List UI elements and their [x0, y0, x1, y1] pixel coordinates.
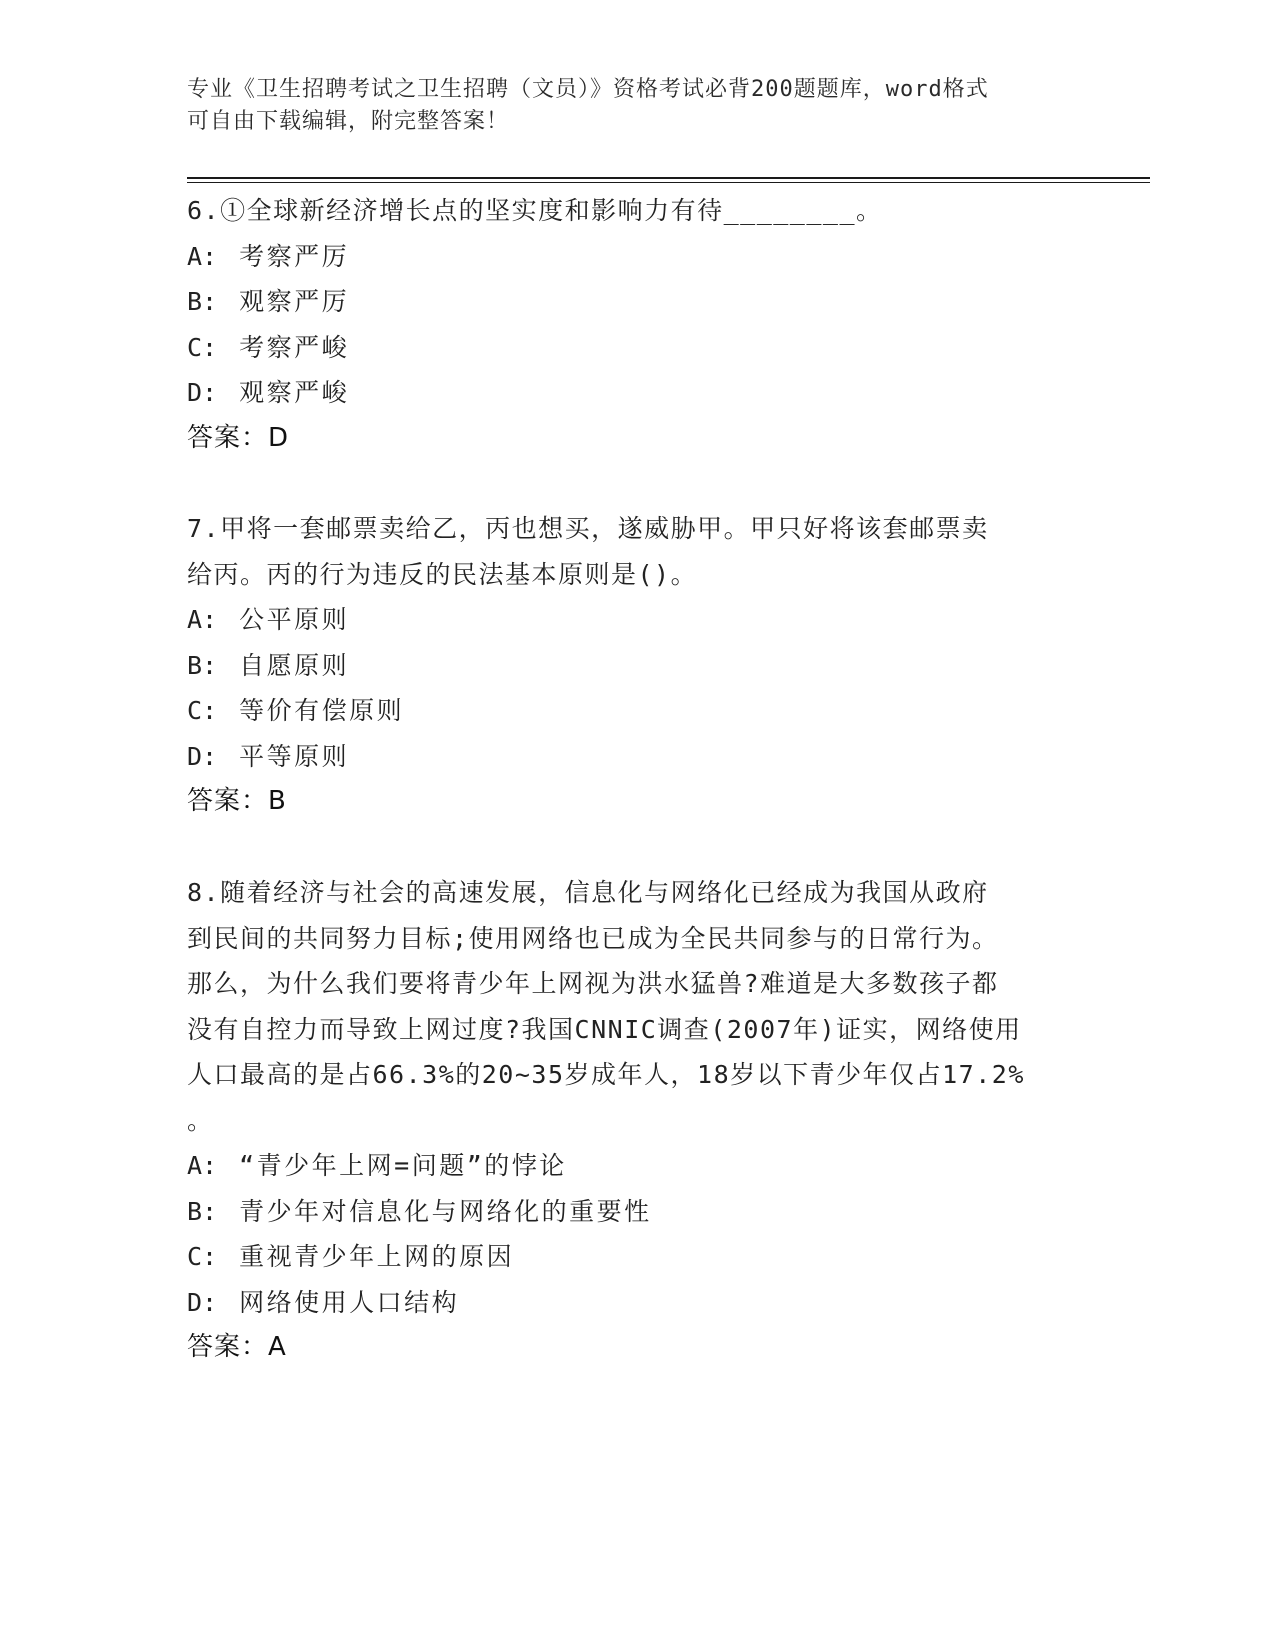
option-letter: B: [187, 650, 218, 680]
question-stem [187, 188, 1087, 234]
option-text: 公平原则 [239, 605, 350, 634]
stem-line: 到民间的共同努力目标;使用网络也已成为全民共同参与的日常行为。 [187, 923, 999, 953]
option-letter: C: [187, 332, 218, 362]
option-text: 自愿原则 [239, 650, 350, 680]
option-text: 考察严峻 [239, 332, 350, 362]
question-7 [187, 506, 1087, 825]
option-letter: C: [187, 696, 218, 725]
stem-line: 6.①全球新经济增长点的坚实度和影响力有待________。 [187, 196, 883, 225]
option-text: 观察严峻 [239, 378, 350, 407]
option-text: 等价有偿原则 [239, 696, 405, 725]
option-b [187, 1189, 1087, 1235]
question-6 [187, 188, 1087, 461]
option-text: 观察严厉 [239, 287, 350, 316]
option-d [187, 734, 1087, 780]
option-c [187, 688, 1087, 734]
header-divider-thin [187, 182, 1150, 183]
option-d [187, 370, 1087, 416]
option-letter: C: [187, 1242, 218, 1271]
document-header [187, 74, 1067, 138]
option-letter: B: [187, 1196, 218, 1226]
option-b [187, 279, 1087, 325]
option-text: 青少年对信息化与网络化的重要性 [239, 1196, 652, 1226]
option-text: 重视青少年上网的原因 [239, 1242, 515, 1271]
answer-line: 答案：B [187, 786, 287, 816]
option-letter: B: [187, 287, 218, 316]
option-text: “青少年上网=问题”的悖论 [239, 1151, 567, 1180]
option-letter: D: [187, 741, 218, 771]
option-letter: D: [187, 378, 218, 407]
stem-line: 7.甲将一套邮票卖给乙，丙也想买，遂威胁甲。甲只好将该套邮票卖 [187, 514, 989, 543]
option-letter: A: [187, 241, 218, 271]
answer-line: 答案：D [187, 422, 290, 453]
stem-line: 人口最高的是占66.3%的20~35岁成年人，18岁以下青少年仅占17.2% [187, 1060, 1025, 1089]
question-stem [187, 870, 1087, 1143]
option-d [187, 1280, 1087, 1326]
option-text: 考察严厉 [239, 241, 350, 271]
header-divider-thick [187, 177, 1150, 179]
header-line-1: 专业《卫生招聘考试之卫生招聘（文员）》资格考试必背200题题库，word格式 [187, 77, 989, 102]
answer-line: 答案：A [187, 1332, 287, 1362]
option-text: 平等原则 [239, 741, 350, 771]
option-c [187, 325, 1087, 371]
option-text: 网络使用人口结构 [239, 1287, 460, 1317]
stem-line: 没有自控力而导致上网过度?我国CNNIC调查(2007年)证实，网络使用 [187, 1014, 1022, 1044]
option-a [187, 1143, 1087, 1189]
option-a [187, 597, 1087, 643]
option-c [187, 1234, 1087, 1280]
stem-line: 。 [187, 1105, 214, 1135]
question-stem [187, 506, 1087, 597]
option-a [187, 234, 1087, 280]
stem-line: 8.随着经济与社会的高速发展，信息化与网络化已经成为我国从政府 [187, 878, 989, 907]
option-letter: A: [187, 605, 218, 634]
option-letter: D: [187, 1287, 218, 1317]
option-letter: A: [187, 1151, 218, 1180]
question-8 [187, 870, 1087, 1371]
option-b [187, 643, 1087, 689]
header-line-2: 可自由下载编辑，附完整答案！ [187, 109, 510, 134]
stem-line: 给丙。丙的行为违反的民法基本原则是()。 [187, 559, 698, 589]
stem-line: 那么，为什么我们要将青少年上网视为洪水猛兽?难道是大多数孩子都 [187, 969, 999, 998]
